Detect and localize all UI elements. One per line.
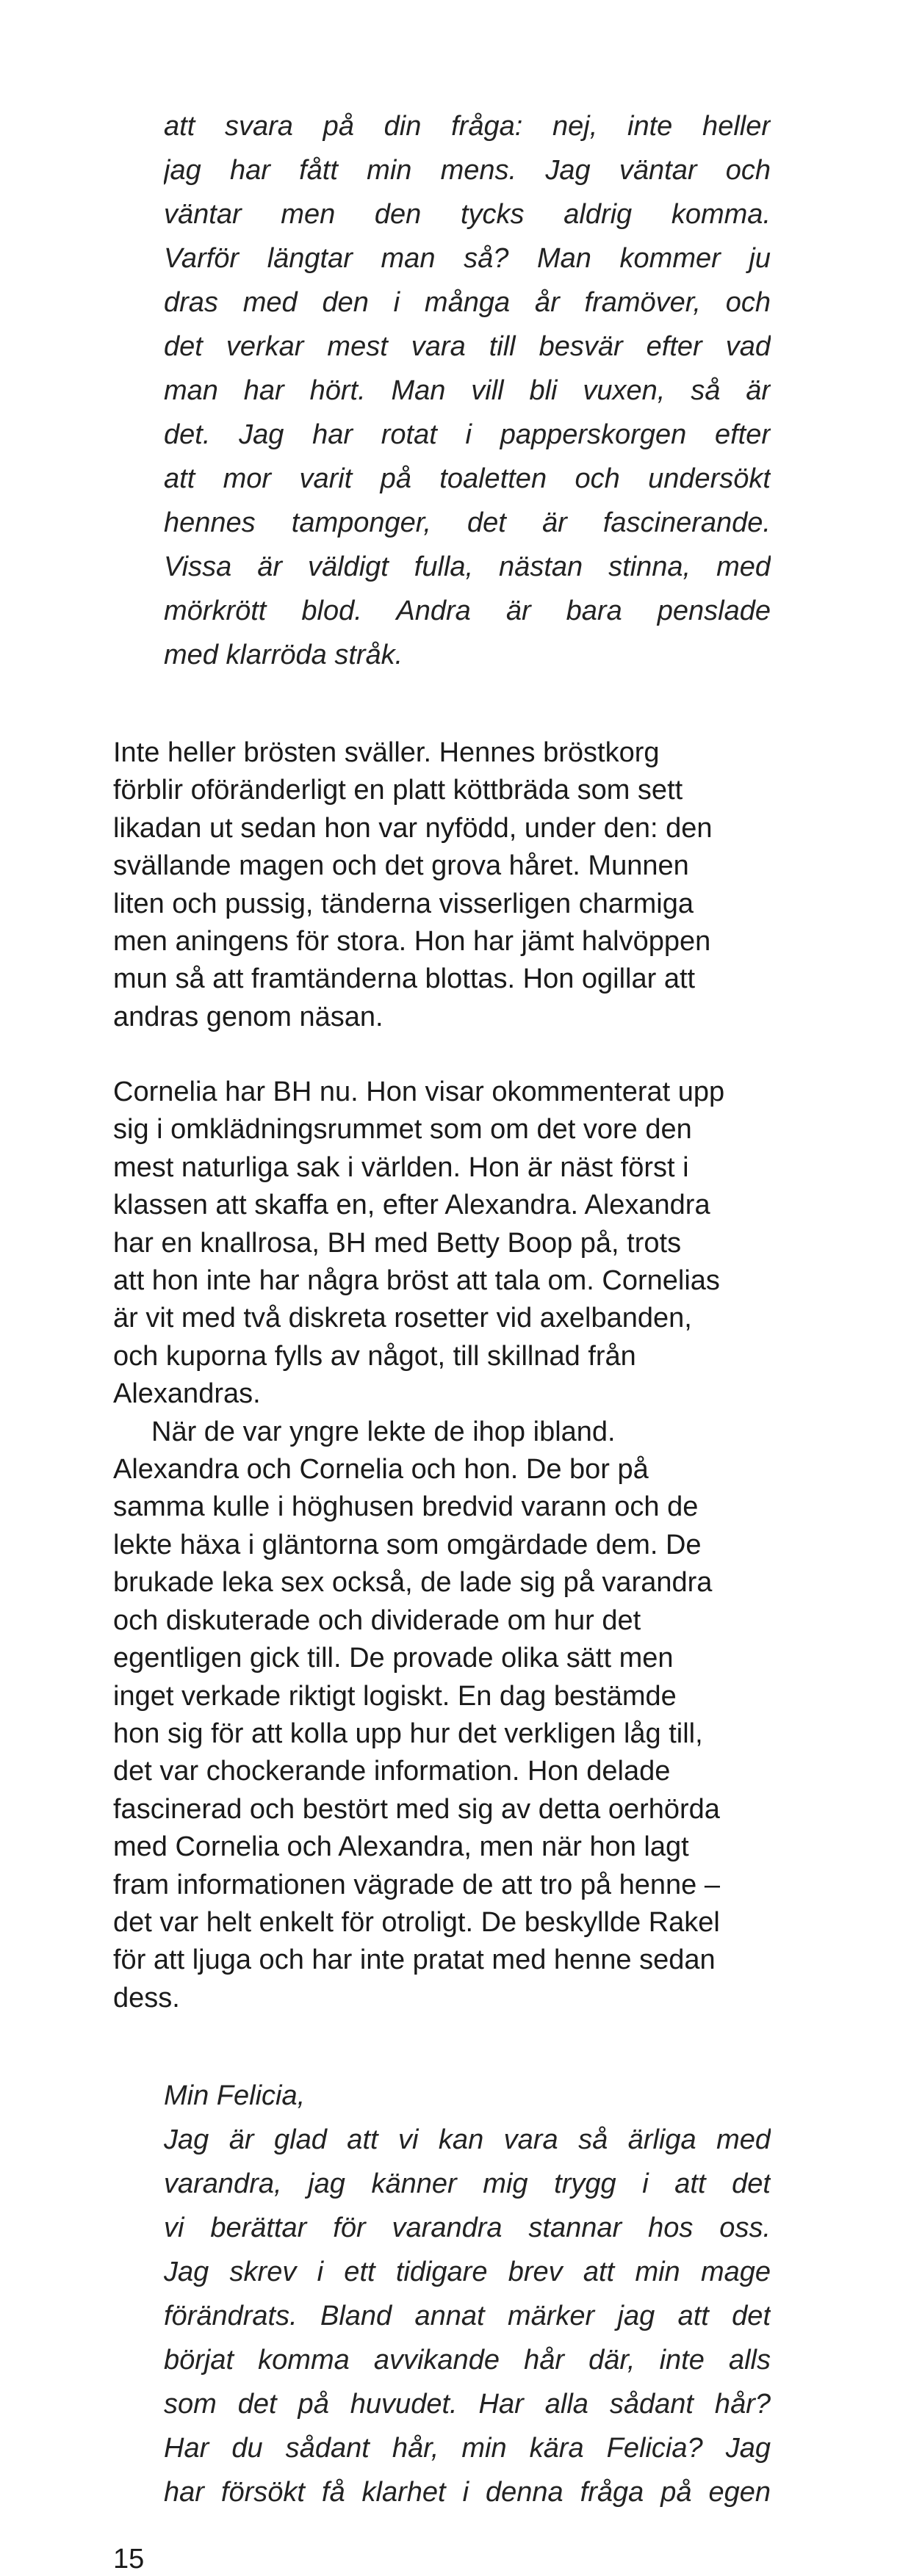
text-line: När de var yngre lekte de ihop ibland. <box>151 1416 616 1447</box>
text-line: det var chockerande information. Hon delade <box>113 1756 671 1787</box>
text-line: hon sig för att kolla upp hur det verkligen låg till, <box>113 1718 703 1749</box>
text-line: brukade leka sex också, de lade sig på varandra <box>113 1567 713 1599</box>
text-line: det verkar mest vara till besvär efter vad <box>164 331 771 362</box>
text-line: har en knallrosa, BH med Betty Boop på, trots <box>113 1227 682 1259</box>
text-line: Jag är glad att vi kan vara så ärliga med <box>164 2124 771 2155</box>
text-line: vi berättar för varandra stannar hos oss. <box>164 2213 771 2243</box>
text-line: liten och pussig, tänderna visserligen charmiga <box>113 888 694 919</box>
text-line: förblir oföränderligt en platt köttbräda som sett <box>113 775 683 806</box>
text-line: det var helt enkelt för otroligt. De beskyllde Rakel <box>113 1906 720 1938</box>
text-line: börjat komma avvikande hår där, inte alls <box>164 2345 771 2376</box>
text-line: mest naturliga sak i världen. Hon är näst först i <box>113 1151 689 1183</box>
text-line: Varför längtar man så? Man kommer ju <box>164 243 771 274</box>
text-line: är vit med två diskreta rosetter vid axelbanden, <box>113 1303 692 1334</box>
text-line: Jag skrev i ett tidigare brev att min mage <box>164 2257 771 2287</box>
text-line: svällande magen och det grova håret. Munnen <box>113 850 689 882</box>
text-line: Cornelia har BH nu. Hon visar okommenterat upp <box>113 1077 725 1107</box>
text-line: Har du sådant hår, min kära Felicia? Jag <box>164 2433 771 2464</box>
text-line: sig i omklädningsrummet som om det vore den <box>113 1114 692 1146</box>
text-line: Min Felicia, <box>164 2080 306 2111</box>
text-line: man har hört. Man vill bli vuxen, så är <box>164 375 771 406</box>
text-line: förändrats. Bland annat märker jag att det <box>164 2301 771 2331</box>
text-line: dess. <box>113 1982 180 2014</box>
text-line: att mor varit på toaletten och undersökt <box>164 463 771 494</box>
text-line: har försökt få klarhet i denna fråga på egen <box>164 2477 771 2508</box>
text-line: med Cornelia och Alexandra, men när hon lagt <box>113 1831 689 1863</box>
text-line: men aningens för stora. Hon har jämt halvöppen <box>113 926 711 958</box>
text-line: andras genom näsan. <box>113 1001 384 1032</box>
text-line: som det på huvudet. Har alla sådant hår? <box>164 2389 771 2420</box>
text-line: hennes tamponger, det är fascinerande. <box>164 507 771 538</box>
paragraph-cornelia <box>113 1074 811 2017</box>
text-line: fram informationen vägrade de att tro på henne – <box>113 1869 720 1900</box>
text-line: egentligen gick till. De provade olika sätt men <box>113 1643 674 1674</box>
text-line: väntar men den tycks aldrig komma. <box>164 199 771 230</box>
text-line: det. Jag har rotat i papperskorgen efter <box>164 419 771 450</box>
text-line: med klarröda stråk. <box>164 640 403 670</box>
text-line: inget verkade riktigt logiskt. En dag bestämde <box>113 1680 677 1712</box>
text-line: Alexandra och Cornelia och hon. De bor på <box>113 1454 649 1486</box>
text-line: fascinerad och bestört med sig av detta oerhörda <box>113 1793 720 1825</box>
text-line: att svara på din fråga: nej, inte heller <box>164 111 771 142</box>
letter-excerpt-top <box>164 104 771 677</box>
text-line: mörkrött blod. Andra är bara penslade <box>164 596 771 626</box>
text-line: jag har fått min mens. Jag väntar och <box>164 155 771 186</box>
text-line: Alexandras. <box>113 1378 261 1410</box>
text-line: Inte heller brösten sväller. Hennes bröstkorg <box>113 737 660 768</box>
text-line: mun så att framtänderna blottas. Hon ogillar att <box>113 963 696 995</box>
text-line: samma kulle i höghusen bredvid varann och de <box>113 1491 699 1523</box>
text-line: Vissa är väldigt fulla, nästan stinna, med <box>164 551 771 582</box>
text-line: varandra, jag känner mig trygg i att det <box>164 2168 771 2199</box>
text-line: dras med den i många år framöver, och <box>164 287 771 318</box>
text-line: att hon inte har några bröst att tala om. Cornelias <box>113 1265 720 1297</box>
text-line: likadan ut sedan hon var nyfödd, under den: den <box>113 812 713 844</box>
text-line: lekte häxa i gläntorna som omgärdade dem. De <box>113 1529 702 1560</box>
text-line: och diskuterade och dividerade om hur det <box>113 1604 641 1636</box>
text-line: för att ljuga och har inte pratat med henne sedan <box>113 1944 716 1976</box>
text-line: och kuporna fylls av något, till skillnad från <box>113 1340 636 1372</box>
page-number: 15 <box>113 2544 145 2575</box>
letter-min-felicia <box>164 2074 771 2514</box>
text-line: klassen att skaffa en, efter Alexandra. Alexandra <box>113 1190 710 1221</box>
paragraph-breasts <box>113 734 811 1036</box>
